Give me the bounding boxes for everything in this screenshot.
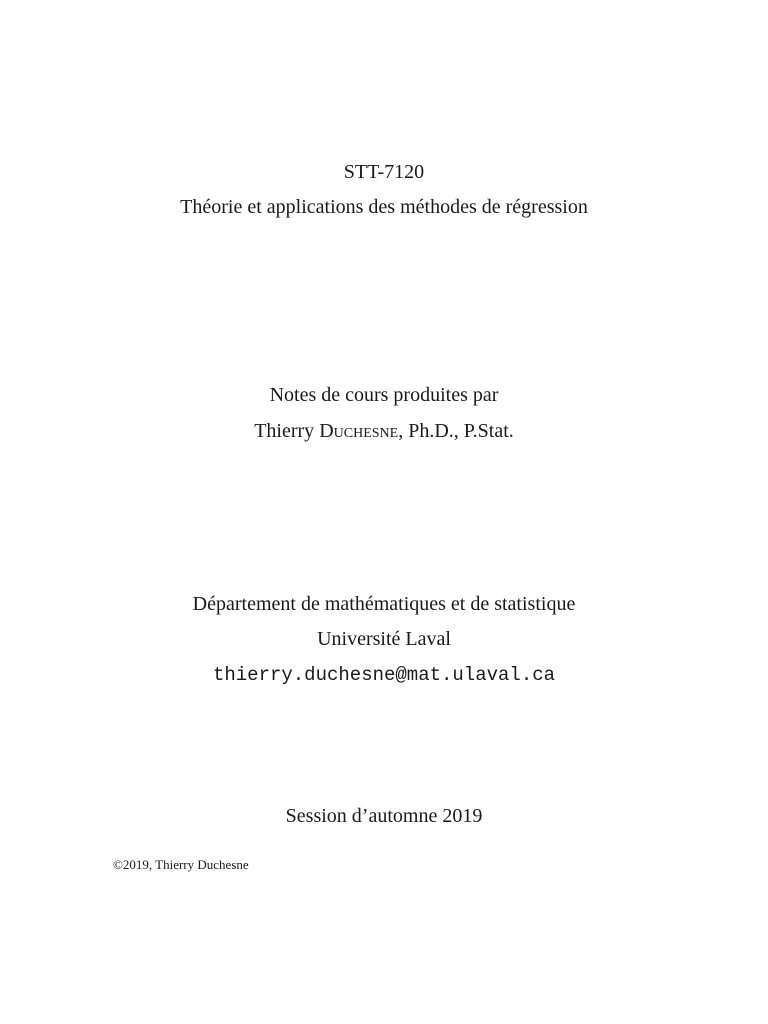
author-email: thierry.duchesne@mat.ulaval.ca (212, 664, 556, 686)
department: Département de mathématiques et de statistique (192, 593, 576, 615)
author-last-name: Duchesne (319, 420, 399, 442)
university: Université Laval (317, 628, 451, 650)
copyright-text: 2019, Thierry Duchesne (122, 857, 249, 872)
copyright-notice (113, 857, 249, 873)
course-name: Théorie et applications des méthodes de régression (180, 196, 588, 218)
session: Session d’automne 2019 (285, 805, 483, 827)
copyright-icon: © (113, 857, 123, 872)
author-line (0, 419, 768, 443)
author-intro: Notes de cours produites par (269, 384, 499, 406)
course-code: STT-7120 (343, 161, 425, 183)
author-credentials: , Ph.D., P.Stat. (398, 420, 514, 442)
author-first-name: Thierry (254, 420, 315, 442)
